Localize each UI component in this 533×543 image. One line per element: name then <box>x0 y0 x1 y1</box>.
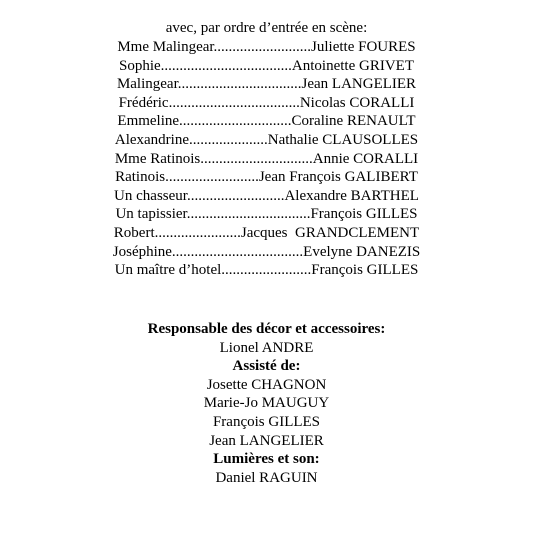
cast-entry: Un maître d’hotel........................François GILLES <box>114 262 419 279</box>
cast-entry: Un tapissier.................................François GILLES <box>115 206 418 223</box>
cast-entry: Mme Ratinois..............................Annie CORALLI <box>114 150 419 167</box>
cast-list <box>0 38 533 280</box>
credit-name: Josette CHAGNON <box>206 376 327 393</box>
cast-entry: Robert.......................Jacques GRANDCLEMENT <box>113 224 420 241</box>
cast-entry: Sophie...................................Antoinette GRIVET <box>119 57 414 74</box>
cast-entry: Emmeline..............................Coraline RENAULT <box>117 113 416 130</box>
credit-name: François GILLES <box>212 413 321 430</box>
cast-entry: Malingear.................................Jean LANGELIER <box>116 76 417 93</box>
cast-entry: Alexandrine.....................Nathalie CLAUSOLLES <box>114 131 419 148</box>
credit-heading-assistants: Assisté de: <box>232 358 301 375</box>
credit-name: Marie-Jo MAUGUY <box>203 395 330 412</box>
credit-heading-decor: Responsable des décor et accessoires: <box>147 321 386 337</box>
cast-intro: avec, par ordre d’entrée en scène: <box>165 20 368 36</box>
cast-entry: Frédéric...................................Nicolas CORALLI <box>118 94 415 111</box>
credit-heading-lighting-sound: Lumières et son: <box>213 451 320 468</box>
cast-entry: Joséphine...................................Evelyne DANEZIS <box>112 243 421 260</box>
credit-name: Daniel RAGUIN <box>215 469 318 486</box>
credit-name: Jean LANGELIER <box>209 432 324 449</box>
cast-entry: Ratinois.........................Jean François GALIBERT <box>115 169 418 186</box>
credit-name: Lionel ANDRE <box>219 339 314 356</box>
cast-entry: Un chasseur..........................Alexandre BARTHEL <box>114 187 419 204</box>
crew-credits <box>0 320 533 487</box>
cast-entry: Mme Malingear..........................Juliette FOURES <box>117 39 416 55</box>
